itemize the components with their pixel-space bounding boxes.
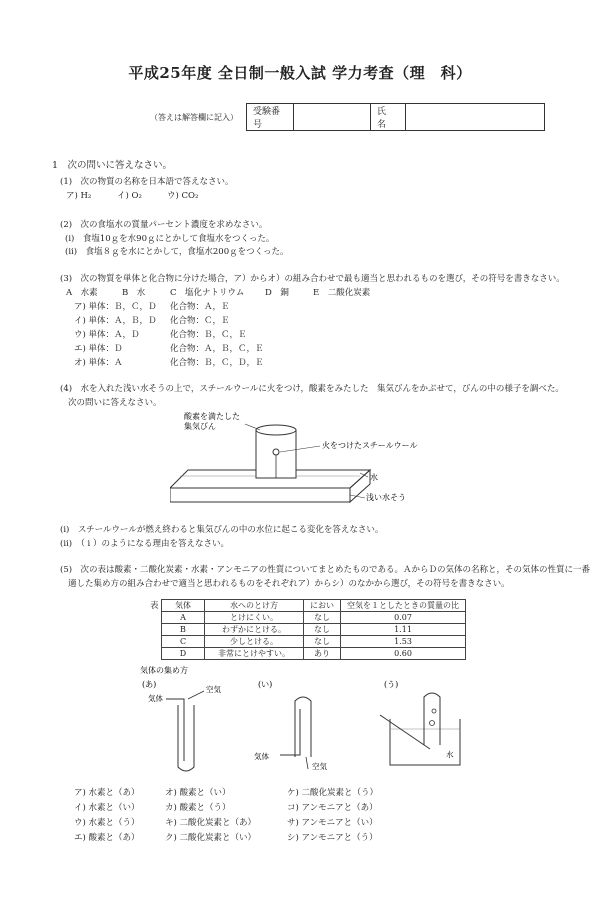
table-cell: C <box>162 636 205 648</box>
q4-stem: (4) 水を入れた浅い水そうの上で，スチールウールに火をつけ，酸素をみたした 集気びんをかぶせて，びんの中の様子を調べた。 <box>60 384 564 394</box>
tank-label: 浅い水そう <box>366 493 406 502</box>
answer-header-box <box>246 103 545 131</box>
table-cell: とけにくい。 <box>205 612 304 624</box>
table-cell: なし <box>304 612 341 624</box>
q3-option-b-compounds: 化合物：Ｃ，Ｅ <box>170 316 230 326</box>
q1-option-a: ア) H₂ <box>66 191 92 201</box>
method-a-pipe <box>166 699 184 761</box>
table-row <box>162 612 466 624</box>
q5-choice: ア) 水素と（あ） <box>74 788 140 798</box>
table-cell: 0.60 <box>341 648 466 660</box>
method-a-label: (あ) <box>142 680 157 689</box>
table-row <box>162 624 466 636</box>
method-u-water: 水 <box>446 750 454 759</box>
q5-stem: (5) 次の表は酸素・二酸化炭素・水素・アンモニアの性質についてまとめたものである。ＡからＤの気体の名称と，その気体の性質に一番 <box>60 565 591 575</box>
q5-choice: イ) 水素と（い） <box>74 803 140 813</box>
q5-choice: カ) 酸素と（う） <box>165 803 231 813</box>
q5-choice: コ) アンモニアと（あ） <box>287 803 378 813</box>
q5-choice: シ) アンモニアと（う） <box>287 833 378 843</box>
q3-substance: A 水素 <box>66 288 98 298</box>
page-title: 平成25年度 全日制一般入試 学力考査（理 科） <box>128 64 472 82</box>
q1-option-b: イ) O₂ <box>117 191 142 201</box>
table-header: 水へのとけ方 <box>205 600 304 612</box>
q4-part-i: (i) スチールウールが燃え終わると集気びんの中の水位に起こる変化を答えなさい。 <box>60 525 384 535</box>
q3-option-c-compounds: 化合物：Ｂ，Ｃ，Ｅ <box>170 330 247 340</box>
q3-option-b-elements: イ) 単体：Ａ，Ｂ，Ｄ <box>74 316 157 326</box>
table-cell: A <box>162 612 205 624</box>
gas-collection-methods-figure <box>140 665 480 775</box>
table-row <box>162 648 466 660</box>
jar-label-2: 集気びん <box>184 422 216 431</box>
answer-note: （答えは解答欄に記入） <box>150 113 238 122</box>
q3-substance: E 二酸化炭素 <box>313 288 371 298</box>
table-cell: わずかにとける。 <box>205 624 304 636</box>
water-label: 水 <box>370 473 378 482</box>
q4-part-ii: (ii) （ i ）のようになる理由を答えなさい。 <box>60 539 229 549</box>
q1-option-c: ウ) CO₂ <box>167 191 199 201</box>
q5-choice: サ) アンモニアと（い） <box>287 818 378 828</box>
q3-substance: B 水 <box>122 288 146 298</box>
methods-title: 気体の集め方 <box>140 666 188 675</box>
q5-choice: ウ) 水素と（う） <box>74 818 140 828</box>
q3-option-e-elements: オ) 単体：Ａ <box>74 358 123 368</box>
method-a-gas: 気体 <box>148 694 163 703</box>
exam-number-label: 受験番号 <box>247 104 294 131</box>
method-u-pipe <box>380 715 430 749</box>
method-u-label: (う) <box>384 680 399 689</box>
q2-part-i: (i) 食塩10ｇを水90ｇにとかして食塩水をつくった。 <box>65 234 275 244</box>
q3-stem: (3) 次の物質を単体と化合物に分けた場合，ア）からオ）の組み合わせで最も適当と思われるものを選び，その符号を書きなさい。 <box>60 274 565 284</box>
table-row <box>162 636 466 648</box>
table-cell: あり <box>304 648 341 660</box>
q1-stem: (1) 次の物質の名称を日本語で答えなさい。 <box>60 177 234 187</box>
q3-substance: D 銅 <box>265 288 289 298</box>
table-header: 気体 <box>162 600 205 612</box>
table-cell: 1.11 <box>341 624 466 636</box>
q5-choice: オ) 酸素と（い） <box>165 788 231 798</box>
method-i-pipe <box>280 709 300 755</box>
table-cell: B <box>162 624 205 636</box>
table-cell: なし <box>304 636 341 648</box>
wool-label: 火をつけたスチールウール <box>322 441 418 450</box>
jar-label-1: 酸素を満たした <box>184 412 240 421</box>
gas-jar-bottom <box>256 425 296 435</box>
q4-stem-2: 次の問いに答えなさい。 <box>68 398 162 408</box>
q5-choice: エ) 酸素と（あ） <box>74 833 140 843</box>
q5-choice: ケ) 二酸化炭素と（う） <box>287 788 379 798</box>
table-header: 空気を１としたときの質量の比 <box>341 600 466 612</box>
q3-option-a-elements: ア) 単体：Ｂ，Ｃ，Ｄ <box>74 302 157 312</box>
method-i-tube <box>295 697 311 757</box>
method-i-label: (い) <box>258 680 273 689</box>
bubble-icon <box>432 709 436 713</box>
method-i-gas: 気体 <box>254 752 269 761</box>
name-field[interactable] <box>406 104 545 131</box>
table-cell: なし <box>304 624 341 636</box>
q5-stem-2: 適した集め方の組み合わせで適当と思われるものをそれぞれア）からシ）のなかから選び，その符号を書きなさい。 <box>68 579 510 589</box>
q5-choice: キ) 二酸化炭素と（あ） <box>165 818 257 828</box>
q3-option-e-compounds: 化合物：Ｂ，Ｃ，Ｄ，Ｅ <box>170 358 264 368</box>
q3-option-c-elements: ウ) 単体：Ａ，Ｄ <box>74 330 140 340</box>
bubble-icon <box>430 721 435 726</box>
table-cell: 0.07 <box>341 612 466 624</box>
tank-front <box>170 488 350 502</box>
table-cell: D <box>162 648 205 660</box>
combustion-apparatus-figure <box>170 410 420 510</box>
exam-number-field[interactable] <box>294 104 371 131</box>
q3-substance: C 塩化ナトリウム <box>170 288 245 298</box>
name-label: 氏 名 <box>371 104 406 131</box>
q2-stem: (2) 次の食塩水の質量パーセント濃度を求めなさい。 <box>60 220 268 230</box>
q2-part-ii: (ii) 食塩８ｇを水にとかして，食塩水200ｇをつくった。 <box>65 247 289 257</box>
table-cell: 少しとける。 <box>205 636 304 648</box>
method-a-tube <box>178 705 194 771</box>
q3-option-d-compounds: 化合物：Ａ，Ｂ，Ｃ，Ｅ <box>170 344 264 354</box>
q5-choice: ク) 二酸化炭素と（い） <box>165 833 257 843</box>
method-u-tube <box>424 693 440 745</box>
table-cell: 非常にとけやすい。 <box>205 648 304 660</box>
gas-properties-table <box>161 599 466 660</box>
q3-option-d-elements: エ) 単体：Ｄ <box>74 344 123 354</box>
method-a-air: 空気 <box>206 685 221 694</box>
q3-option-a-compounds: 化合物：Ａ，Ｅ <box>170 302 230 312</box>
section-1-heading: 1 次の問いに答えなさい。 <box>52 160 173 171</box>
table-cell: 1.53 <box>341 636 466 648</box>
table-label: 表 <box>150 601 159 611</box>
table-header: におい <box>304 600 341 612</box>
method-i-air: 空気 <box>312 762 327 771</box>
